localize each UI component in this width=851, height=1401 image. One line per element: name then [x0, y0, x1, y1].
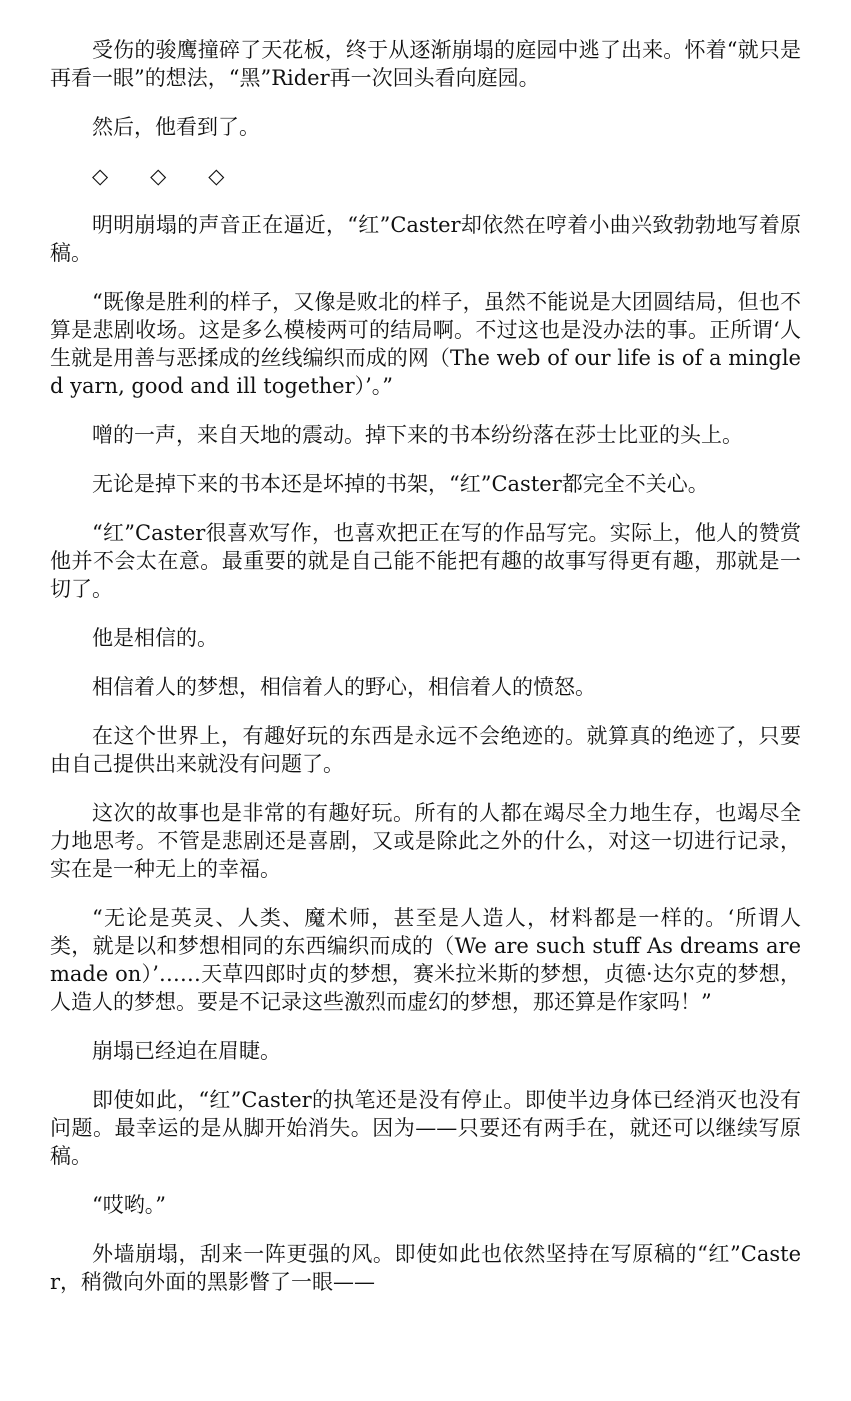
- paragraph-6: 无论是掉下来的书本还是坏掉的书架，“红”Caster都完全不关心。: [92, 472, 709, 496]
- paragraph-14: 即使如此，“红”Caster的执笔还是没有停止。即使半边身体已经消灭也没有问题。最幸运的是从脚开始消失。因为——只要还有两手在，就还可以继续写原稿。: [50, 1088, 801, 1168]
- paragraph-16: 外墙崩塌，刮来一阵更强的风。即使如此也依然坚持在写原稿的“红”Caster，稍微向外面的黑影瞥了一眼——: [50, 1242, 801, 1294]
- paragraph-1: 受伤的骏鹰撞碎了天花板，终于从逐渐崩塌的庭园中逃了出来。怀着“就只是再看一眼”的想法，“黑”Rider再一次回头看向庭园。: [50, 38, 801, 90]
- section-separator: ◇ ◇ ◇: [92, 164, 225, 188]
- paragraph-8: 他是相信的。: [92, 626, 218, 650]
- paragraph-7: “红”Caster很喜欢写作，也喜欢把正在写的作品写完。实际上，他人的赞赏他并不会太在意。最重要的就是自己能不能把有趣的故事写得更有趣，那就是一切了。: [50, 521, 801, 601]
- paragraph-13: 崩塌已经迫在眉睫。: [92, 1039, 281, 1063]
- paragraph-5: 噌的一声，来自天地的震动。掉下来的书本纷纷落在莎士比亚的头上。: [92, 423, 743, 447]
- paragraph-12: “无论是英灵、人类、魔术师，甚至是人造人，材料都是一样的。‘所谓人类，就是以和梦想相同的东西编织而成的（We are such stuff As dreams are made on）’……天草四郎时贞的梦想，赛米拉米斯的梦想，贞德·达尔克的梦想，人造人的梦想。要是不记录这些激烈而虚幻的梦想，那还算是作家吗！”: [50, 906, 801, 1014]
- paragraph-4: “既像是胜利的样子，又像是败北的样子，虽然不能说是大团圆结局，但也不算是悲剧收场。这是多么模棱两可的结局啊。不过这也是没办法的事。正所谓‘人生就是用善与恶揉成的丝线编织而成的网（The web of our life is of a mingled yarn, good and ill together）’。”: [50, 290, 801, 398]
- paragraph-11: 这次的故事也是非常的有趣好玩。所有的人都在竭尽全力地生存，也竭尽全力地思考。不管是悲剧还是喜剧，又或是除此之外的什么，对这一切进行记录，实在是一种无上的幸福。: [50, 801, 801, 881]
- paragraph-10: 在这个世界上，有趣好玩的东西是永远不会绝迹的。就算真的绝迹了，只要由自己提供出来就没有问题了。: [50, 724, 801, 776]
- paragraph-2: 然后，他看到了。: [92, 115, 260, 139]
- paragraph-3: 明明崩塌的声音正在逼近，“红”Caster却依然在哼着小曲兴致勃勃地写着原稿。: [50, 213, 801, 265]
- paragraph-9: 相信着人的梦想，相信着人的野心，相信着人的愤怒。: [92, 675, 596, 699]
- paragraph-15: “哎哟。”: [92, 1193, 166, 1217]
